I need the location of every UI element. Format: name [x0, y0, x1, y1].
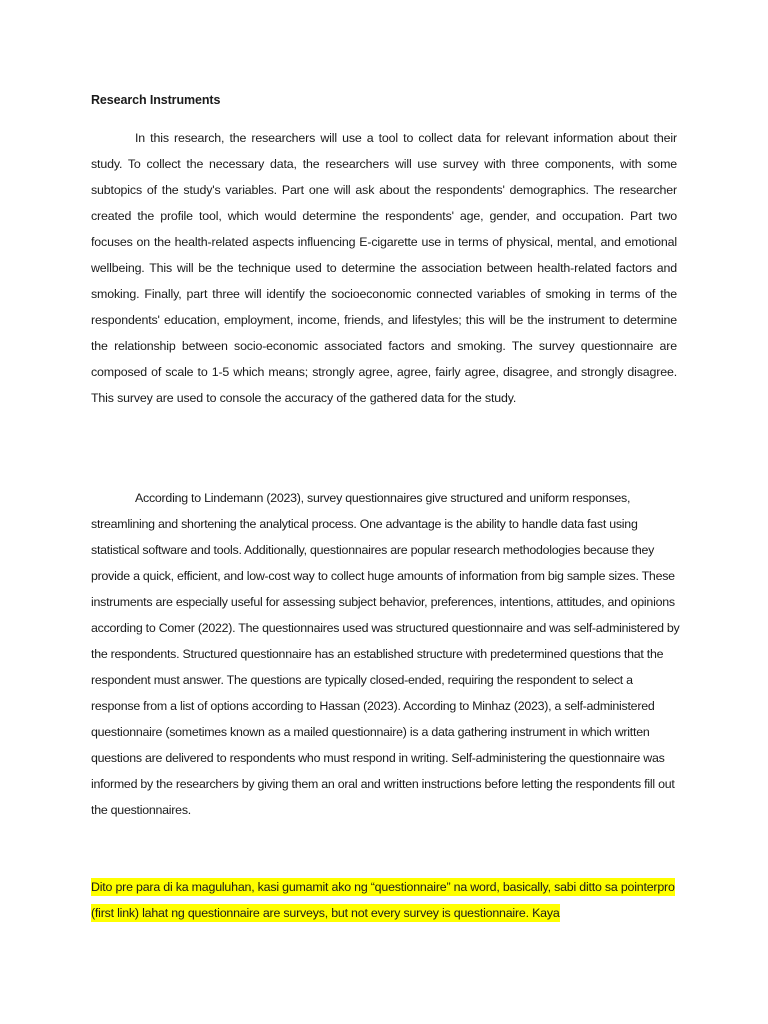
highlighted-note-paragraph: [91, 874, 681, 926]
paragraph-research-instruments: In this research, the researchers will use a tool to collect data for relevant information about their study. To collect the necessary data, the researchers will use survey with three components, with some subtopics of the study's variables. Part one will ask about the respondents' demographics. The researcher created the profile tool, which would determine the respondents' age, gender, and occupation. Part two focuses on the health-related aspects influencing E-cigarette use in terms of physical, mental, and emotional wellbeing. This will be the technique used to determine the association between health-related factors and smoking. Finally, part three will identify the socioeconomic connected variables of smoking in terms of the respondents' education, employment, income, friends, and lifestyles; this will be the instrument to determine the relationship between socio-economic associated factors and smoking. The survey questionnaire are composed of scale to 1-5 which means; strongly agree, agree, fairly agree, disagree, and strongly disagree. This survey are used to console the accuracy of the gathered data for the study.: [91, 131, 677, 405]
highlighted-note-text: Dito pre para di ka maguluhan, kasi gumamit ako ng “questionnaire” na word, basically, sabi ditto sa pointerpro (first link) lahat ng questionnaire are surveys, but not every survey is questionnaire. Kaya: [91, 880, 675, 920]
paragraph-survey-questionnaires: According to Lindemann (2023), survey questionnaires give structured and uniform responses, streamlining and shortening the analytical process. One advantage is the ability to handle data fast using statistical software and tools. Additionally, questionnaires are popular research methodologies because they provide a quick, efficient, and low-cost way to collect huge amounts of information from big sample sizes. These instruments are especially useful for assessing subject behavior, preferences, intentions, attitudes, and opinions according to Comer (2022). The questionnaires used was structured questionnaire and was self-administered by the respondents. Structured questionnaire has an established structure with predetermined questions that the respondent must answer. The questions are typically closed-ended, requiring the respondent to select a response from a list of options according to Hassan (2023). According to Minhaz (2023), a self-administered questionnaire (sometimes known as a mailed questionnaire) is a data gathering instrument in which written questions are delivered to respondents who must respond in writing. Self-administering the questionnaire was informed by the researchers by giving them an oral and written instructions before letting the respondents fill out the questionnaires.: [91, 491, 680, 817]
section-heading: Research Instruments: [91, 93, 221, 107]
